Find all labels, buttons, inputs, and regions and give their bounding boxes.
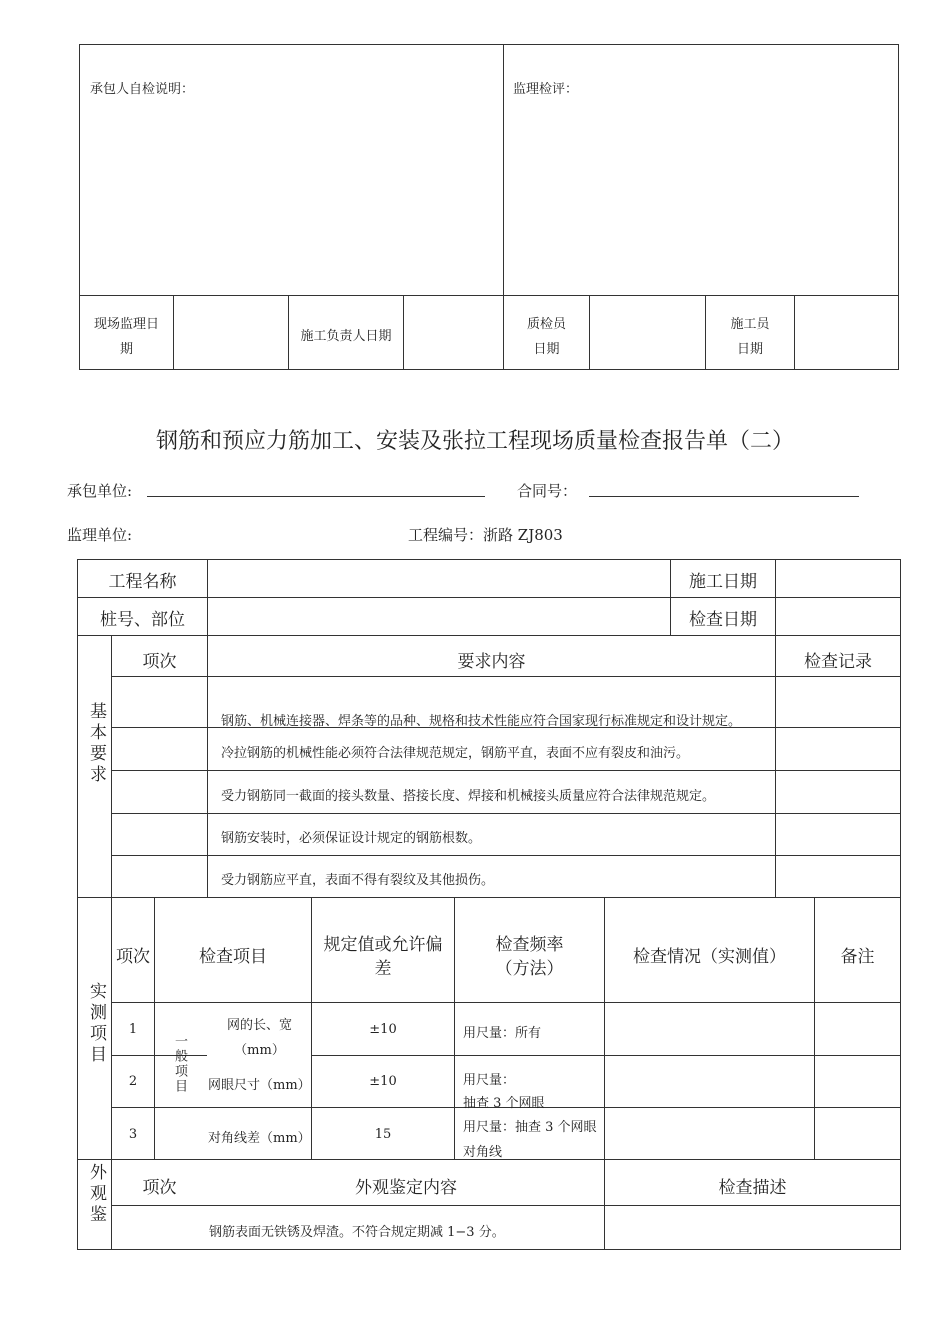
measured-row-freq: 用尺量：所有	[463, 1026, 542, 1041]
measured-col-spec: 规定值或允许偏	[323, 935, 443, 955]
appearance-col-content: 外观鉴定内容	[355, 1178, 457, 1198]
field-supervisor-date-label: 现场监理日	[93, 317, 159, 332]
appearance-row: 钢筋表面无铁锈及焊渣。不符合规定期减 1−3 分。	[209, 1225, 505, 1240]
measured-row-freq: 用尺量：抽查 3 个网眼	[463, 1120, 597, 1135]
contract-no-underline	[589, 496, 859, 497]
measured-col-freq-2: （方法）	[495, 959, 564, 979]
qc-date-label: 日期	[533, 342, 560, 357]
basic-col-record: 检查记录	[804, 652, 872, 672]
measured-section-label: 实测项目	[86, 982, 106, 1066]
measured-col-check: 检查项目	[199, 947, 267, 967]
measured-col-result: 检查情况（实测值）	[633, 947, 786, 967]
page-title: 钢筋和预应力筋加工、安装及张拉工程现场质量检查报告单（二）	[155, 429, 794, 454]
basic-row: 钢筋、机械连接器、焊条等的品种、规格和技术性能应符合国家现行标准规定和设计规定。	[221, 714, 742, 729]
project-no-label: 工程编号：浙路 ZJ803	[408, 526, 563, 544]
basic-row: 受力钢筋应平直，表面不得有裂纹及其他损伤。	[221, 873, 495, 888]
measured-row-spec: ±10	[369, 1074, 397, 1089]
measured-row-spec: ±10	[369, 1022, 397, 1037]
worker-date-label: 日期	[736, 342, 763, 357]
appearance-col-item: 项次	[142, 1178, 177, 1198]
construction-lead-date-label: 施工负责人日期	[300, 329, 392, 344]
general-items-label: 一般项目	[172, 1034, 187, 1094]
contractor-note-label: 承包人自检说明：	[90, 82, 195, 97]
measured-row-freq-2: 抽查 3 个网眼	[463, 1096, 545, 1111]
measured-row-spec: 15	[374, 1127, 392, 1142]
worker-label: 施工员	[730, 317, 770, 332]
inspect-date-label: 检查日期	[689, 610, 757, 630]
contractor-label: 承包单位:	[67, 482, 133, 500]
measured-row-item: 对角线差（mm）	[208, 1131, 311, 1146]
qc-label: 质检员	[526, 317, 566, 332]
basic-row: 钢筋安装时，必须保证设计规定的钢筋根数。	[221, 831, 482, 846]
basic-col-item: 项次	[142, 652, 177, 672]
measured-row-item: 网的长、宽	[226, 1018, 292, 1033]
project-name-label: 工程名称	[108, 572, 177, 592]
basic-row: 受力钢筋同一截面的接头数量、搭接长度、焊接和机械接头质量应符合法律规范规定。	[221, 789, 716, 804]
field-supervisor-date-label-2: 期	[119, 342, 133, 357]
measured-col-item: 项次	[116, 947, 150, 967]
stake-label: 桩号、部位	[100, 610, 185, 630]
measured-col-freq: 检查频率	[495, 935, 564, 955]
construction-date-label: 施工日期	[689, 572, 757, 592]
basic-col-content: 要求内容	[457, 652, 526, 672]
measured-row-item-2: （mm）	[234, 1043, 285, 1058]
basic-section-label: 基本要求	[86, 702, 106, 786]
contract-no-label: 合同号：	[517, 482, 578, 500]
measured-row-no: 1	[128, 1022, 138, 1037]
contractor-underline	[147, 496, 485, 497]
measured-row-freq: 用尺量：	[463, 1073, 516, 1088]
appearance-section-label: 外观鉴	[86, 1163, 106, 1226]
measured-col-spec-2: 差	[374, 959, 392, 979]
basic-row: 冷拉钢筋的机械性能必须符合法律规范规定，钢筋平直，表面不应有裂皮和油污。	[221, 746, 690, 761]
measured-col-note: 备注	[840, 947, 875, 967]
measured-row-item: 网眼尺寸（mm）	[208, 1078, 311, 1093]
supervisor-label: 监理单位:	[67, 526, 133, 544]
appearance-col-desc: 检查描述	[718, 1178, 787, 1198]
project-no-value: 浙路 ZJ803	[483, 526, 563, 544]
measured-row-no: 2	[128, 1074, 138, 1089]
measured-row-no: 3	[128, 1127, 138, 1142]
supervision-comment-label: 监理检评：	[513, 82, 579, 97]
measured-row-freq-2: 对角线	[463, 1145, 503, 1160]
